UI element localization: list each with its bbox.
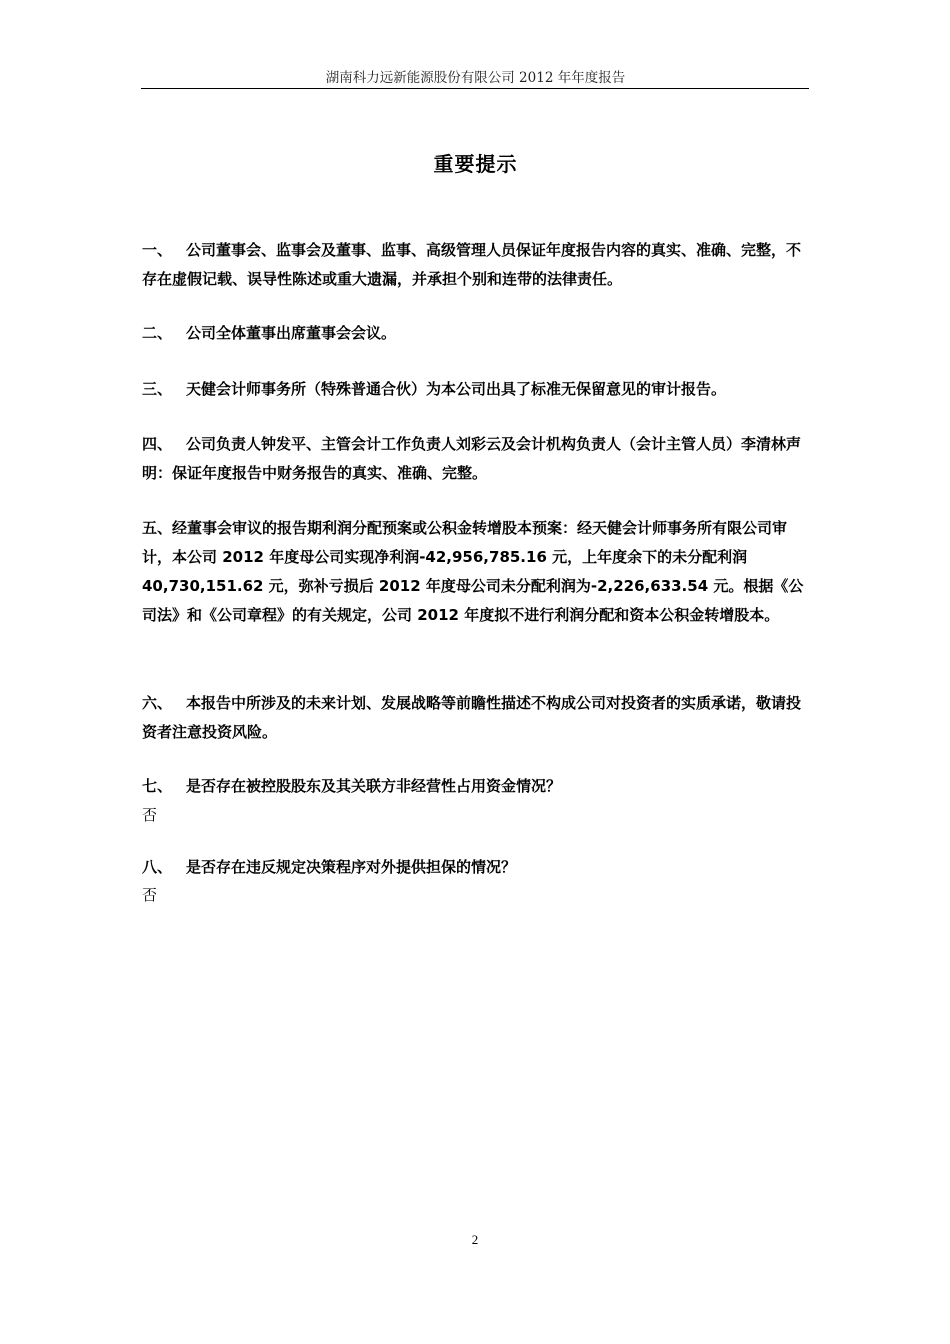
item-text: 公司董事会、监事会及董事、监事、高级管理人员保证年度报告内容的真实、准确、完整，不存在虚假记载、误导性陈述或重大遗漏，并承担个别和连带的法律责任。 — [142, 241, 802, 288]
item-text: 经董事会审议的报告期利润分配预案或公积金转增股本预案：经天健会计师事务所有限公司审计，本公司 2012 年度母公司实现净利润-42,956,785.16 元，上年度余下的未分配利润 40,730,151.62 元，弥补亏损后 2012 年度母公司未分配利润为-2,226,633.54 元。根据《公司法》和《公司章程》的有关规定，公司 2012 年度拟不进行利润分配和资本公积金转增股本。 — [142, 519, 804, 624]
item-number: 四、 — [142, 435, 173, 453]
item-number: 八、 — [142, 858, 173, 876]
item-number: 六、 — [142, 694, 173, 712]
header-divider — [141, 88, 809, 89]
page-number: 2 — [471, 1232, 479, 1247]
item-text: 天健会计师事务所（特殊普通合伙）为本公司出具了标准无保留意见的审计报告。 — [186, 380, 727, 398]
notice-item-7 — [142, 772, 810, 801]
item-text: 是否存在被控股股东及其关联方非经营性占用资金情况？ — [186, 777, 562, 795]
notice-item-6 — [142, 689, 810, 747]
item-number: 三、 — [142, 380, 173, 398]
item-7-answer: 否 — [142, 806, 158, 824]
notice-item-8 — [142, 853, 810, 882]
item-text: 本报告中所涉及的未来计划、发展战略等前瞻性描述不构成公司对投资者的实质承诺，敬请投资者注意投资风险。 — [142, 694, 802, 741]
item-text: 公司负责人钟发平、主管会计工作负责人刘彩云及会计机构负责人（会计主管人员）李清林声明：保证年度报告中财务报告的真实、准确、完整。 — [142, 435, 802, 482]
item-number: 五、 — [142, 519, 173, 537]
item-number: 二、 — [142, 324, 173, 342]
page-header: 湖南科力远新能源股份有限公司 2012 年年度报告 — [325, 70, 626, 86]
page-title: 重要提示 — [433, 152, 518, 176]
notice-item-5 — [142, 514, 810, 630]
item-text: 公司全体董事出席董事会会议。 — [186, 324, 397, 342]
item-text: 是否存在违反规定决策程序对外提供担保的情况？ — [186, 858, 517, 876]
notice-item-1 — [142, 236, 810, 294]
item-number: 一、 — [142, 241, 173, 259]
notice-item-4 — [142, 430, 810, 488]
notice-item-2 — [142, 319, 810, 348]
item-8-answer: 否 — [142, 886, 158, 904]
notice-item-3 — [142, 375, 810, 404]
item-number: 七、 — [142, 777, 173, 795]
